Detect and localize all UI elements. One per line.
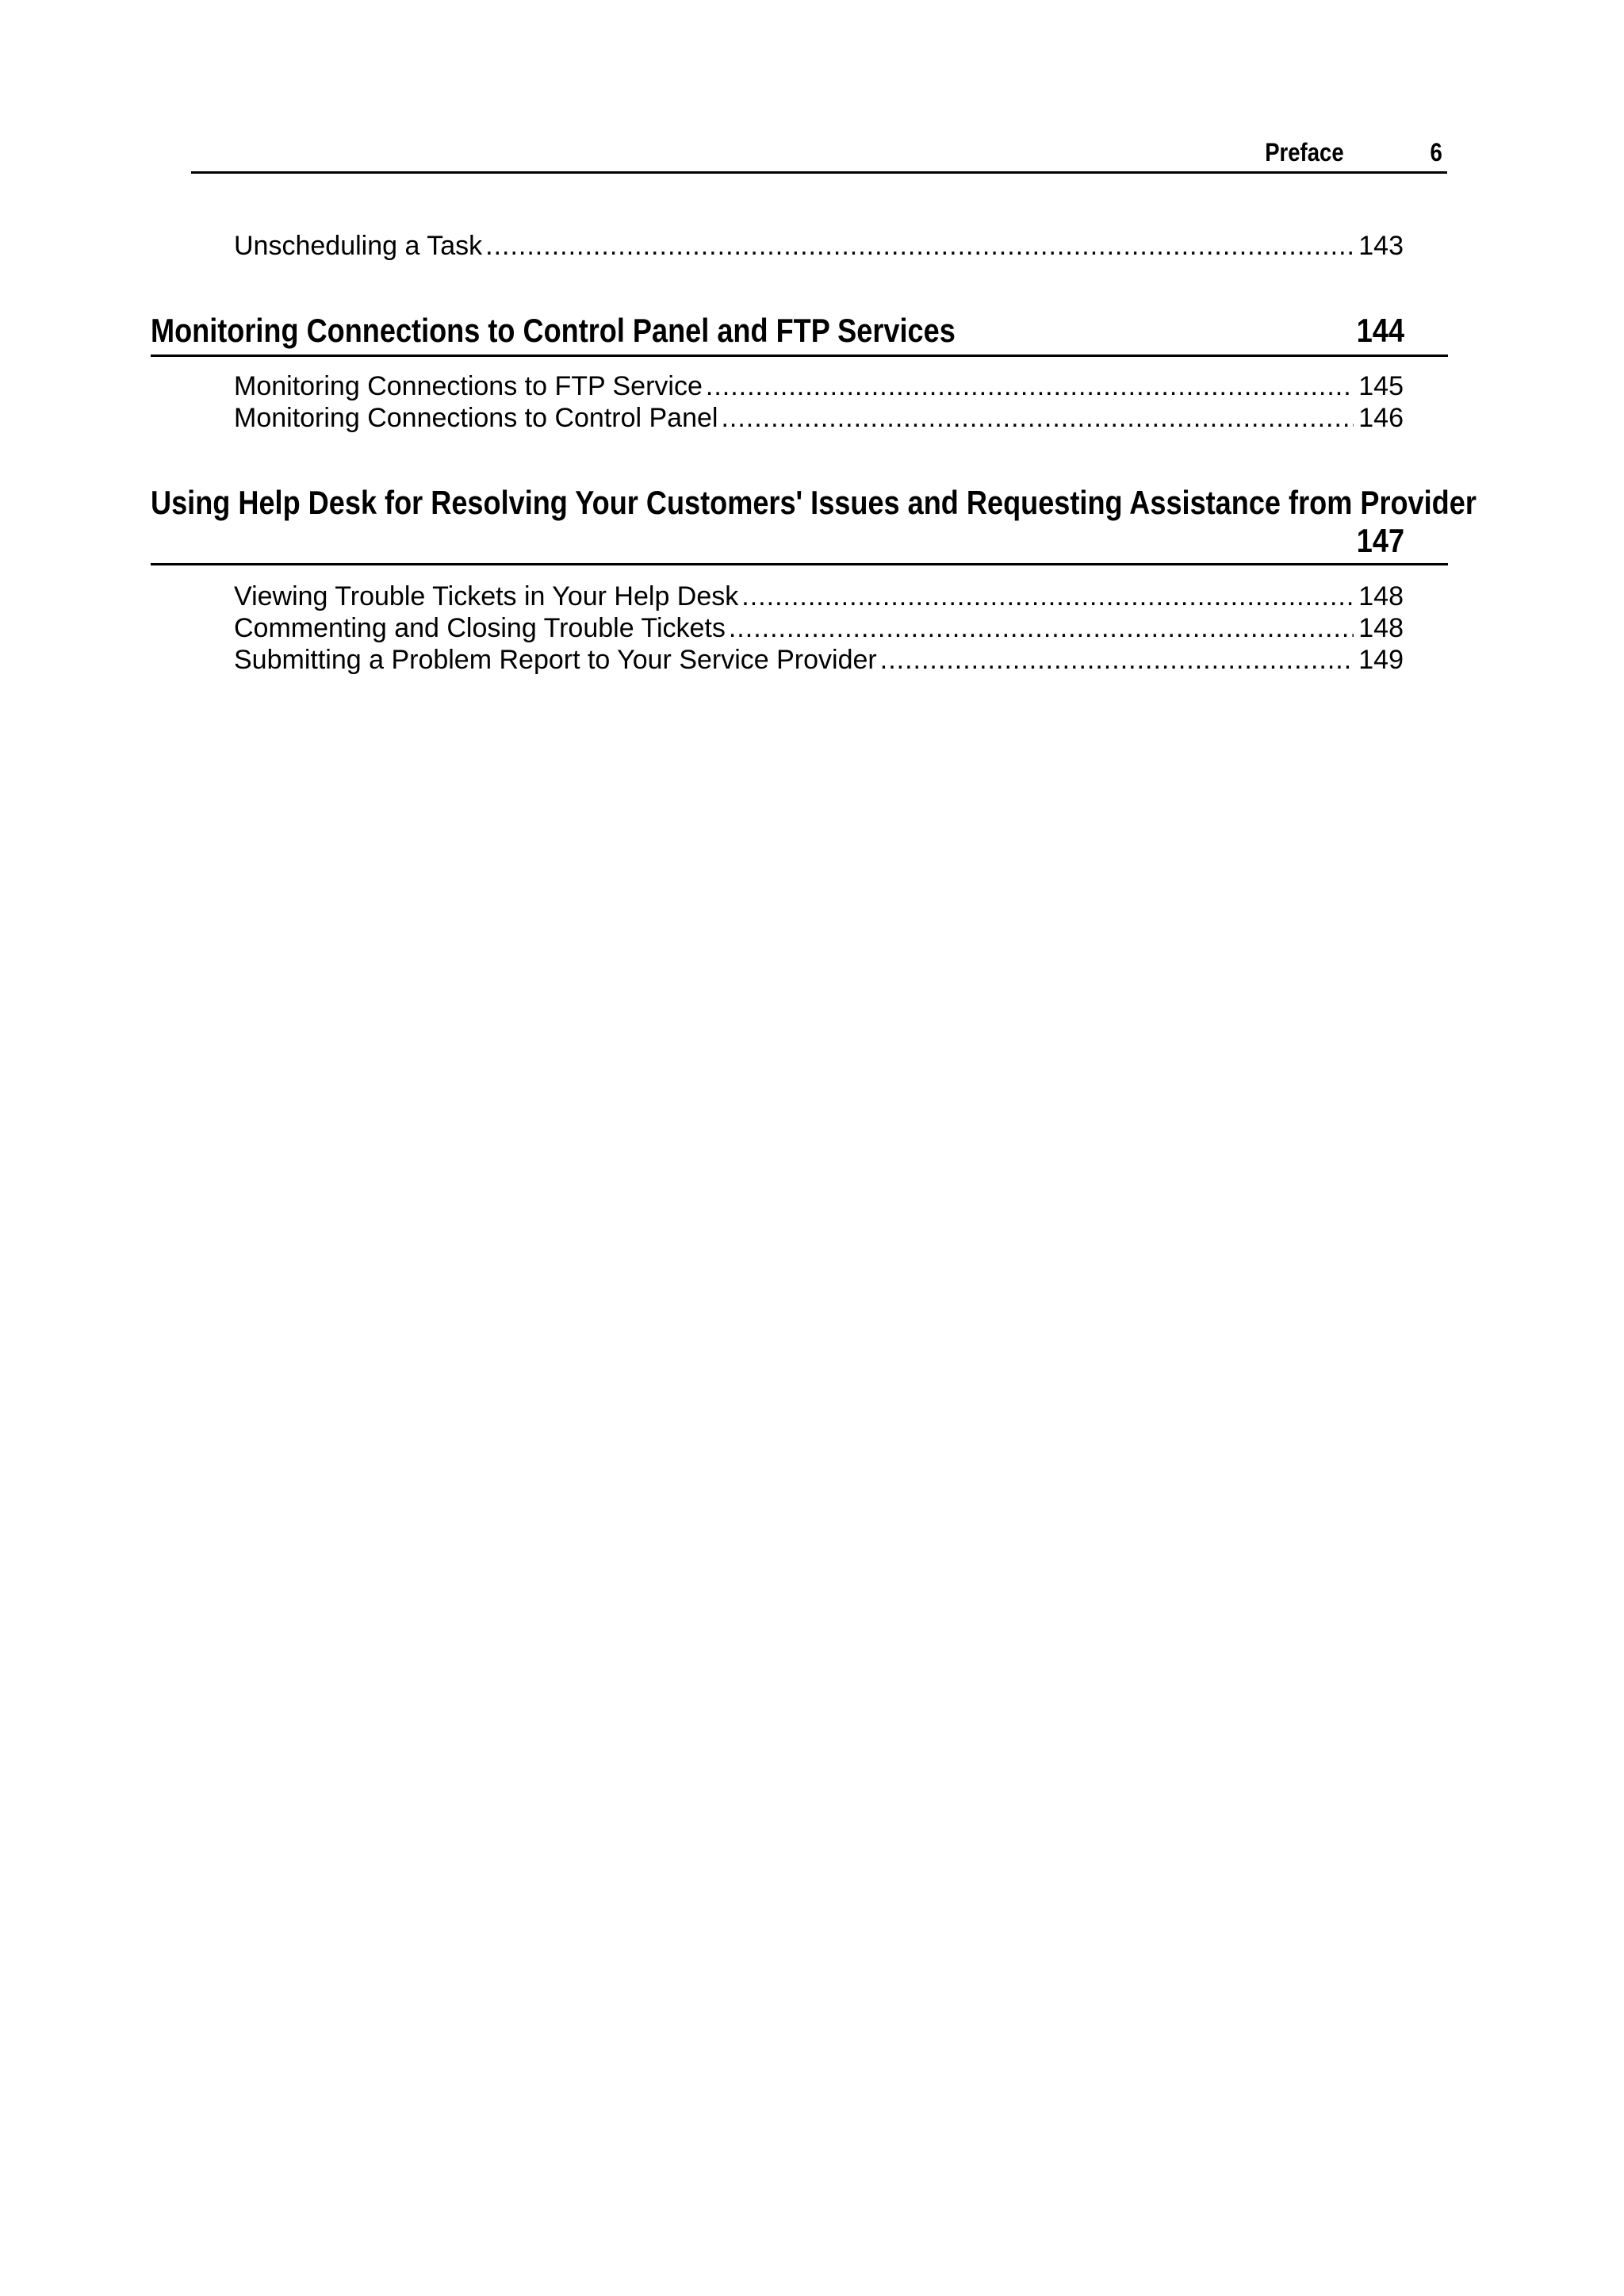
- toc-entry[interactable]: [234, 230, 1404, 262]
- running-header-page-number: 6: [1430, 138, 1442, 167]
- dot-leader: [741, 581, 1354, 612]
- toc-chapter-page: 147: [1356, 522, 1404, 559]
- toc-entry[interactable]: [234, 581, 1404, 612]
- dot-leader: [880, 644, 1354, 676]
- toc-entry-title: Commenting and Closing Trouble Tickets: [234, 613, 726, 643]
- dot-leader: [485, 230, 1354, 262]
- toc-entry-title: Viewing Trouble Tickets in Your Help Desk: [234, 581, 739, 611]
- toc-entry-page: 148: [1358, 581, 1404, 611]
- toc-entry-page: 149: [1358, 645, 1404, 675]
- page-header: [191, 133, 1447, 174]
- toc-chapter-page: 144: [1356, 312, 1404, 349]
- toc-chapter-title: Monitoring Connections to Control Panel and FTP Services: [151, 312, 956, 349]
- toc-entry-title: Submitting a Problem Report to Your Service Provider: [234, 645, 877, 675]
- toc-entry[interactable]: [234, 402, 1404, 434]
- dot-leader: [706, 370, 1354, 402]
- toc-entry-page: 146: [1358, 403, 1404, 433]
- toc-entry[interactable]: [234, 644, 1404, 676]
- dot-leader: [729, 612, 1354, 644]
- toc-chapter-heading[interactable]: [151, 312, 1448, 357]
- toc-entry-title: Monitoring Connections to FTP Service: [234, 371, 703, 401]
- toc-entry-page: 143: [1358, 231, 1404, 261]
- toc-chapter-title: Using Help Desk for Resolving Your Customers' Issues and Requesting Assistance from Provider: [151, 484, 1477, 521]
- toc-entry-page: 148: [1358, 613, 1404, 643]
- toc-entry-page: 145: [1358, 371, 1404, 401]
- toc-entry-title: Monitoring Connections to Control Panel: [234, 403, 718, 433]
- toc-chapter-heading[interactable]: [151, 484, 1477, 565]
- toc-entry[interactable]: [234, 370, 1404, 402]
- dot-leader: [721, 402, 1354, 434]
- toc-entry[interactable]: [234, 612, 1404, 644]
- toc-entry-title: Unscheduling a Task: [234, 231, 483, 261]
- running-header-section: Preface: [1265, 138, 1344, 167]
